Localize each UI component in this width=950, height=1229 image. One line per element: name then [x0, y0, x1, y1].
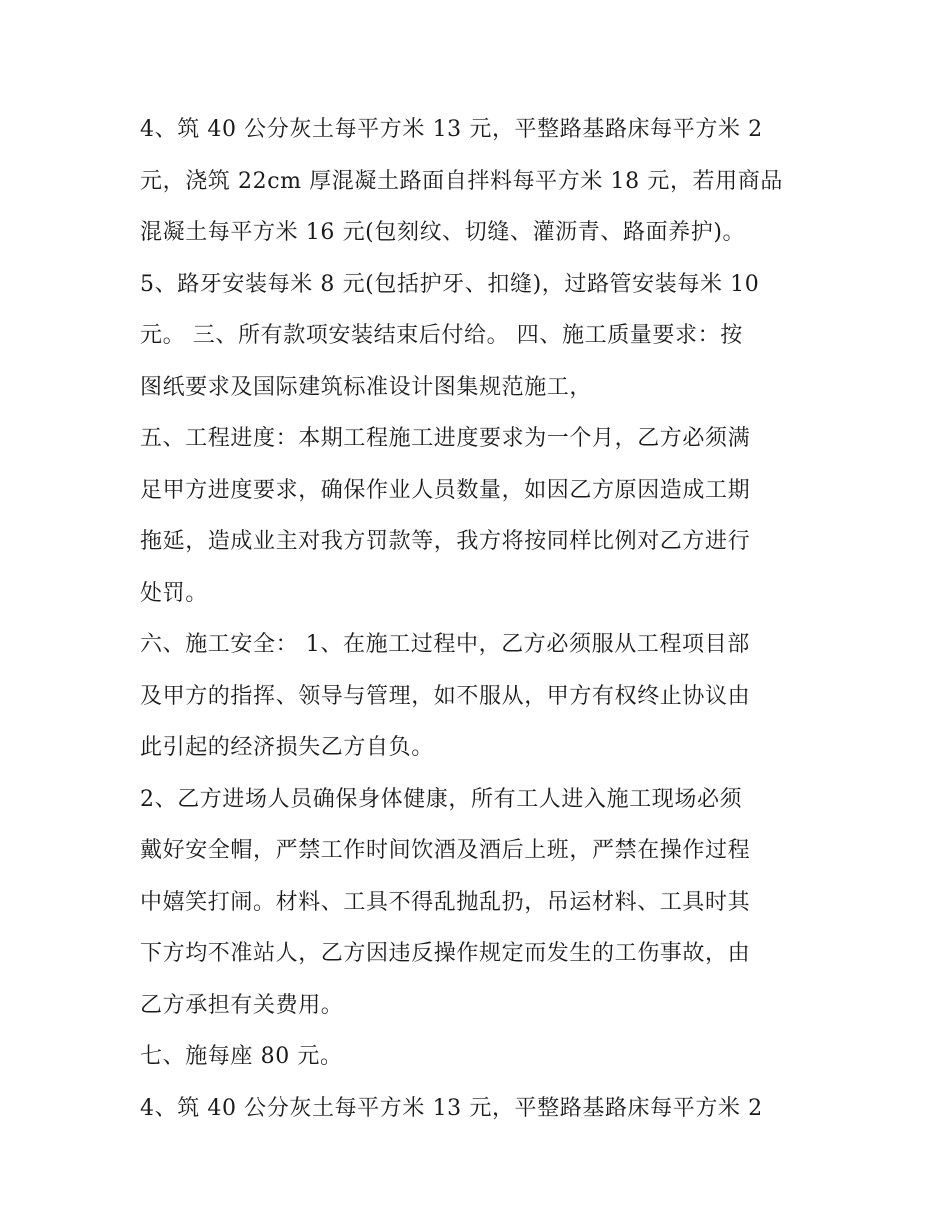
- text-line: 4、筑 40 公分灰土每平方米 13 元，平整路基路床每平方米 2: [140, 117, 763, 142]
- text-line: 拖延，造成业主对我方罚款等，我方将按同样比例对乙方进行: [140, 529, 751, 554]
- text-line: 处罚。: [140, 580, 208, 606]
- text-line: 图纸要求及国际建筑标准设计图集规范施工，: [140, 374, 593, 400]
- document-body: [140, 104, 815, 1134]
- text-line: 中嬉笑打闹。材料、工具不得乱抛乱扔，吊运材料、工具时其: [140, 889, 751, 915]
- text-line: 混凝土每平方米 16 元(包刻纹、切缝、灌沥青、路面养护)。: [140, 220, 746, 245]
- text-line: 七、施每座 80 元。: [140, 1044, 343, 1069]
- text-line: 元。 三、所有款项安装结束后付给。 四、施工质量要求：按: [140, 323, 743, 348]
- text-line: 4、筑 40 公分灰土每平方米 13 元，平整路基路床每平方米 2: [140, 1095, 763, 1121]
- text-line: 元，浇筑 22cm 厚混凝土路面自拌料每平方米 18 元，若用商品: [140, 168, 783, 194]
- text-line: 2、乙方进场人员确保身体健康，所有工人进入施工现场必须: [140, 786, 743, 812]
- text-line: 及甲方的指挥、领导与管理，如不服从，甲方有权终止协议由: [140, 683, 751, 709]
- text-line: 乙方承担有关费用。: [140, 992, 344, 1018]
- text-line: 5、路牙安装每米 8 元(包括护牙、扣缝)，过路管安装每米 10: [140, 271, 760, 297]
- text-line: 下方均不准站人，乙方因违反操作规定而发生的工伤事故，由: [140, 941, 751, 966]
- text-line: 此引起的经济损失乙方自负。: [140, 735, 434, 760]
- text-line: 戴好安全帽，严禁工作时间饮酒及酒后上班，严禁在操作过程: [140, 838, 751, 863]
- text-line: 足甲方进度要求，确保作业人员数量，如因乙方原因造成工期: [140, 477, 751, 503]
- text-line: 五、工程进度：本期工程施工进度要求为一个月，乙方必须满: [140, 426, 751, 451]
- text-line: 六、施工安全： 1、在施工过程中，乙方必须服从工程项目部: [140, 632, 750, 657]
